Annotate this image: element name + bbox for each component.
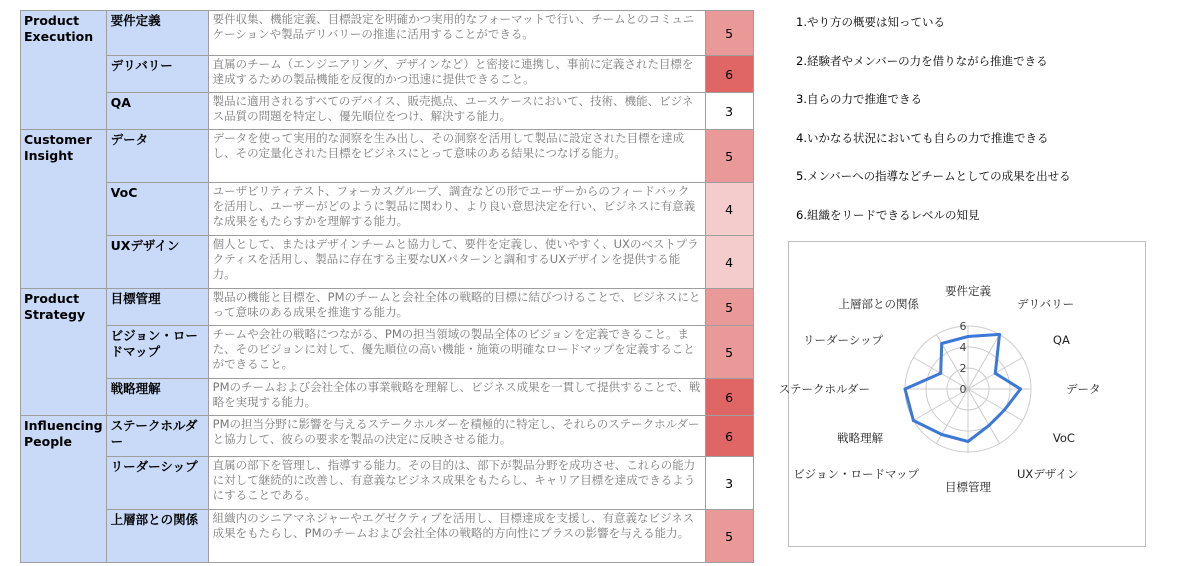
radar-chart-panel	[778, 241, 1146, 547]
table-row	[21, 11, 754, 56]
category-cell: Product Strategy	[21, 289, 107, 416]
skill-description-cell: 直属のチーム（エンジニアリング、デザインなど）と密接に連携し、事前に定義された目標を達成するための製品機能を反復的かつ迅速に提供できること。	[208, 56, 705, 93]
skill-name-cell: UXデザイン	[106, 236, 208, 289]
skill-description-cell: 製品に適用されるすべてのデバイス、販売拠点、ユースケースにおいて、技術、機能、ビジネス品質の問題を特定し、優先順位をつけ、解決する能力。	[208, 93, 705, 130]
skill-description-cell: ユーザビリティテスト、フォーカスグループ、調査などの形でユーザーからのフィードバックを活用し、ユーザーがどのように製品に関わり、より良い意思決定を行い、ビジネスに有意義な成果をもたらすかを理解する能力。	[208, 183, 705, 236]
radar-tick-label: 0	[959, 383, 967, 396]
radar-data-point	[1019, 388, 1022, 391]
radar-category-label: リーダーシップ	[803, 333, 884, 347]
skill-score-cell: 5	[705, 326, 753, 379]
skill-description-cell: 製品の機能と目標を、PMのチームと会社全体の戦略的目標に結びつけることで、ビジネスにとって意味のある成果を推進する能力。	[208, 289, 705, 326]
skill-score-cell: 3	[705, 93, 753, 130]
radar-category-label: ステークホルダー	[778, 382, 870, 396]
level-item: 1.やり方の概要は知っている	[796, 15, 945, 29]
skill-score-cell: 5	[705, 289, 753, 326]
table-row	[21, 289, 754, 326]
table-row	[21, 379, 754, 416]
radar-category-label: 目標管理	[945, 480, 991, 494]
table-row	[21, 457, 754, 510]
table-row	[21, 93, 754, 130]
radar-data-point	[967, 335, 970, 338]
skill-name-cell: ビジョン・ロードマップ	[106, 326, 208, 379]
skill-table	[20, 10, 754, 563]
skill-name-cell: 上層部との関係	[106, 510, 208, 563]
skill-description-cell: 個人として、またはデザインチームと協力して、要件を定義し、使いやすく、UXのベストプラクティスを活用し、製品に存在する主要なUXパターンと調和するUXデザインを提供する能力。	[208, 236, 705, 289]
skill-name-cell: ステークホルダー	[106, 416, 208, 457]
skill-score-cell: 4	[705, 236, 753, 289]
skill-name-cell: 目標管理	[106, 289, 208, 326]
radar-data-point	[940, 342, 943, 345]
category-cell: Customer Insight	[21, 130, 107, 289]
skill-score-cell: 6	[705, 56, 753, 93]
skill-name-cell: QA	[106, 93, 208, 130]
level-item: 4.いかなる状況においても自らの力で推進できる	[796, 130, 1049, 145]
radar-data-point	[912, 419, 915, 422]
level-item: 6.組織をリードできるレベルの知見	[796, 207, 980, 222]
table-row	[21, 236, 754, 289]
radar-data-point	[998, 333, 1001, 336]
skill-description-cell: PMの担当分野に影響を与えるステークホルダーを積極的に特定し、それらのステークホルダーと協力して、彼らの要求を製品の決定に反映させる能力。	[208, 416, 705, 457]
skill-score-cell: 5	[705, 130, 753, 183]
skill-description-cell: チームや会社の戦略につながる、PMの担当領域の製品全体のビジョンを定義できること。また、そのビジョンに対して、優先順位の高い機能・施策の明確なロードマップを定義することができること。	[208, 326, 705, 379]
skill-name-cell: データ	[106, 130, 208, 183]
table-row	[21, 326, 754, 379]
radar-category-label: UXデザイン	[1017, 466, 1079, 481]
radar-spoke	[968, 334, 1000, 389]
table-row	[21, 130, 754, 183]
skill-score-cell: 5	[705, 510, 753, 563]
skill-description-cell: 組織内のシニアマネジャーやエグゼクティブを活用し、目標達成を支援し、有意義なビジネス成果をもたらし、PMのチームおよび会社全体の戦略的方向性にプラスの影響を与える能力。	[208, 510, 705, 563]
skill-name-cell: VoC	[106, 183, 208, 236]
radar-tick-label: 4	[959, 341, 967, 354]
skill-name-cell: デリバリー	[106, 56, 208, 93]
radar-chart	[778, 242, 1147, 548]
table-row	[21, 510, 754, 563]
radar-category-label: 要件定義	[945, 284, 991, 298]
level-item: 2.経験者やメンバーの力を借りながら推進できる	[796, 53, 1048, 68]
radar-data-point	[940, 433, 943, 436]
skill-description-cell: 要件収集、機能定義、目標設定を明確かつ実用的なフォーマットで行い、チームとのコミュニケーションや製品デリバリーの推進に活用することができる。	[208, 11, 705, 56]
skill-score-cell: 5	[705, 11, 753, 56]
skill-name-cell: 要件定義	[106, 11, 208, 56]
table-row	[21, 183, 754, 236]
radar-spoke	[968, 389, 1023, 421]
radar-data-point	[904, 388, 907, 391]
radar-data-point	[994, 372, 997, 375]
skill-score-cell: 6	[705, 416, 753, 457]
radar-data-point	[939, 372, 942, 375]
skill-score-cell: 6	[705, 379, 753, 416]
radar-category-label: VoC	[1052, 431, 1075, 445]
skill-name-cell: リーダーシップ	[106, 457, 208, 510]
level-item: 5.メンバーへの指導などチームとしての成果を出せる	[796, 169, 1071, 183]
level-legend	[796, 14, 1071, 245]
table-row	[21, 56, 754, 93]
radar-tick-label: 6	[959, 320, 967, 333]
radar-category-label: ビジョン・ロードマップ	[793, 466, 919, 481]
radar-spoke	[968, 389, 1000, 444]
radar-category-label: データ	[1066, 382, 1101, 396]
skill-score-cell: 4	[705, 183, 753, 236]
radar-category-label: QA	[1052, 333, 1070, 347]
radar-tick-label: 2	[959, 362, 967, 375]
skill-description-cell: 直属の部下を管理し、指導する能力。その目的は、部下が製品分野を成功させ、これらの能力に対して継続的に改善し、有意義なビジネス成果をもたらし、キャリア目標を達成できるようにすることである。	[208, 457, 705, 510]
radar-data-point	[967, 440, 970, 443]
category-cell: Influencing People	[21, 416, 107, 563]
radar-data-point	[1003, 409, 1006, 412]
radar-category-label: 戦略理解	[837, 431, 884, 445]
category-cell: Product Execution	[21, 11, 107, 130]
radar-data-point	[988, 424, 991, 427]
skill-description-cell: データを使って実用的な洞察を生み出し、その洞察を活用して製品に設定された目標を達成し、その定量化された目標をビジネスにとって意味のある結果につなげる能力。	[208, 130, 705, 183]
skill-description-cell: PMのチームおよび会社全体の事業戦略を理解し、ビジネス成果を一貫して提供することで、戦略を実現する能力。	[208, 379, 705, 416]
radar-category-label: デリバリー	[1017, 297, 1075, 312]
table-row	[21, 416, 754, 457]
skill-score-cell: 3	[705, 457, 753, 510]
skill-name-cell: 戦略理解	[106, 379, 208, 416]
level-item: 3.自らの力で推進できる	[796, 92, 922, 106]
radar-category-label: 上層部との関係	[838, 297, 919, 312]
